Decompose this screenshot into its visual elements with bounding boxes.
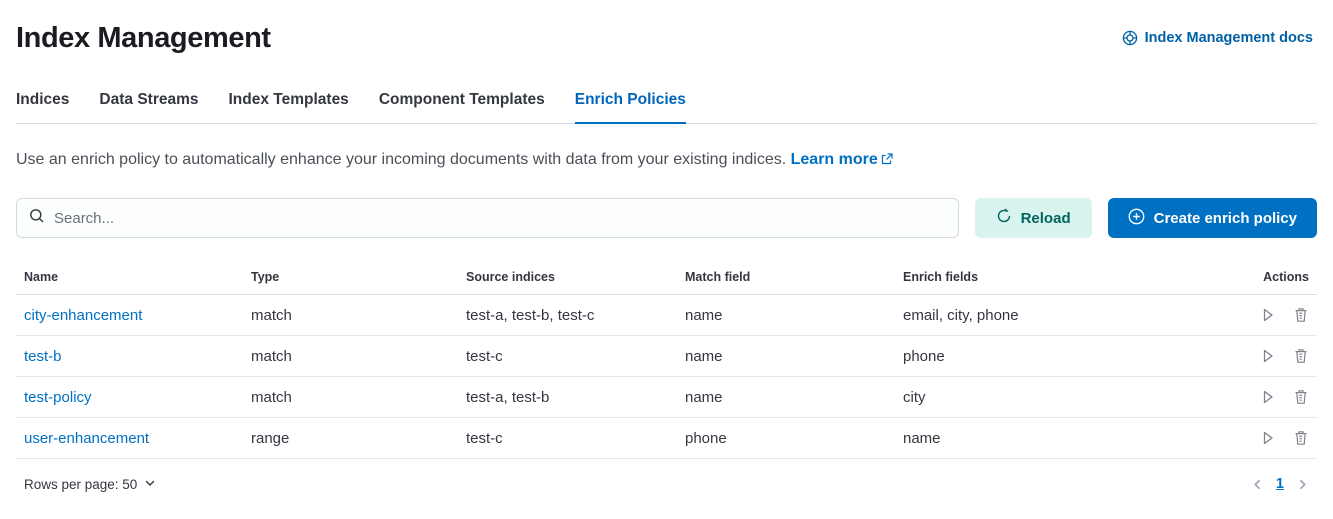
delete-policy-icon[interactable] xyxy=(1293,389,1309,405)
column-header-actions: Actions xyxy=(1263,270,1309,284)
execute-policy-icon[interactable] xyxy=(1260,430,1276,446)
tab-enrich-policies[interactable]: Enrich Policies xyxy=(575,85,686,124)
table-row xyxy=(16,377,1317,418)
learn-more-link[interactable] xyxy=(791,151,893,168)
policy-name-link[interactable]: user-enhancement xyxy=(24,429,150,447)
policy-source-indices: test-a, test-b, test-c xyxy=(466,306,595,324)
execute-policy-icon[interactable] xyxy=(1260,307,1276,323)
rows-per-page-selector[interactable] xyxy=(24,477,156,492)
policy-match-field: name xyxy=(685,347,723,365)
delete-policy-icon[interactable] xyxy=(1293,307,1309,323)
delete-policy-icon[interactable] xyxy=(1293,430,1309,446)
execute-policy-icon[interactable] xyxy=(1260,389,1276,405)
page-number-1[interactable]: 1 xyxy=(1275,476,1284,492)
row-actions xyxy=(1229,307,1317,323)
policy-match-field: phone xyxy=(685,429,727,447)
description-text: Use an enrich policy to automatically enhance your incoming documents with data from your existing indices. xyxy=(16,151,787,168)
create-enrich-policy-button[interactable] xyxy=(1108,198,1317,238)
page-header xyxy=(16,18,1317,58)
search-icon xyxy=(29,208,45,229)
table-header-row xyxy=(16,264,1317,295)
policy-name-link[interactable]: test-b xyxy=(24,347,62,365)
table-row xyxy=(16,295,1317,336)
description xyxy=(16,149,1317,172)
reload-button[interactable] xyxy=(975,198,1092,238)
policy-enrich-fields: city xyxy=(903,388,926,406)
policy-enrich-fields: name xyxy=(903,429,941,447)
policy-type: match xyxy=(251,347,292,365)
row-actions xyxy=(1229,389,1317,405)
policy-source-indices: test-c xyxy=(466,429,503,447)
policy-type: match xyxy=(251,306,292,324)
external-link-icon xyxy=(881,150,893,172)
table-row xyxy=(16,418,1317,459)
column-header-name: Name xyxy=(24,270,59,284)
column-header-type: Type xyxy=(251,270,280,284)
reload-label: Reload xyxy=(1020,209,1071,227)
toolbar xyxy=(16,198,1317,238)
policy-name-link[interactable]: test-policy xyxy=(24,388,92,406)
docs-link-label: Index Management docs xyxy=(1144,30,1313,46)
table-body xyxy=(16,295,1317,459)
policy-source-indices: test-a, test-b xyxy=(466,388,550,406)
tab-component-templates[interactable]: Component Templates xyxy=(378,91,545,108)
tab-indices[interactable]: Indices xyxy=(16,91,70,108)
table-row xyxy=(16,336,1317,377)
policy-source-indices: test-c xyxy=(466,347,503,365)
policy-type: match xyxy=(251,388,292,406)
rows-per-page-label: Rows per page: 50 xyxy=(24,476,138,492)
previous-page-icon[interactable] xyxy=(1251,478,1264,491)
page-title: Index Management xyxy=(16,22,271,54)
tab-bar xyxy=(16,85,1317,124)
learn-more-label: Learn more xyxy=(790,151,878,168)
policy-match-field: name xyxy=(685,388,723,406)
delete-policy-icon[interactable] xyxy=(1293,348,1309,364)
table-footer xyxy=(16,476,1317,492)
policy-enrich-fields: phone xyxy=(903,347,945,365)
column-header-match-field: Match field xyxy=(685,270,751,284)
search-box[interactable] xyxy=(16,198,959,238)
column-header-enrich-fields: Enrich fields xyxy=(903,270,979,284)
enrich-policies-table xyxy=(16,264,1317,459)
policy-enrich-fields: email, city, phone xyxy=(903,306,1019,324)
tab-index-templates[interactable]: Index Templates xyxy=(228,91,349,108)
create-enrich-policy-label: Create enrich policy xyxy=(1153,209,1297,227)
docs-link[interactable] xyxy=(1122,30,1313,46)
docs-icon xyxy=(1122,30,1138,46)
policy-type: range xyxy=(251,429,290,447)
policy-name-link[interactable]: city-enhancement xyxy=(24,306,143,324)
policy-match-field: name xyxy=(685,306,723,324)
chevron-down-icon xyxy=(144,477,156,492)
next-page-icon[interactable] xyxy=(1296,478,1309,491)
row-actions xyxy=(1229,348,1317,364)
tab-data-streams[interactable]: Data Streams xyxy=(99,91,199,108)
execute-policy-icon[interactable] xyxy=(1260,348,1276,364)
column-header-source-indices: Source indices xyxy=(466,270,555,284)
plus-circle-icon xyxy=(1128,208,1145,229)
row-actions xyxy=(1229,430,1317,446)
pagination xyxy=(1251,476,1309,492)
search-input[interactable] xyxy=(54,210,946,227)
reload-icon xyxy=(996,208,1012,228)
